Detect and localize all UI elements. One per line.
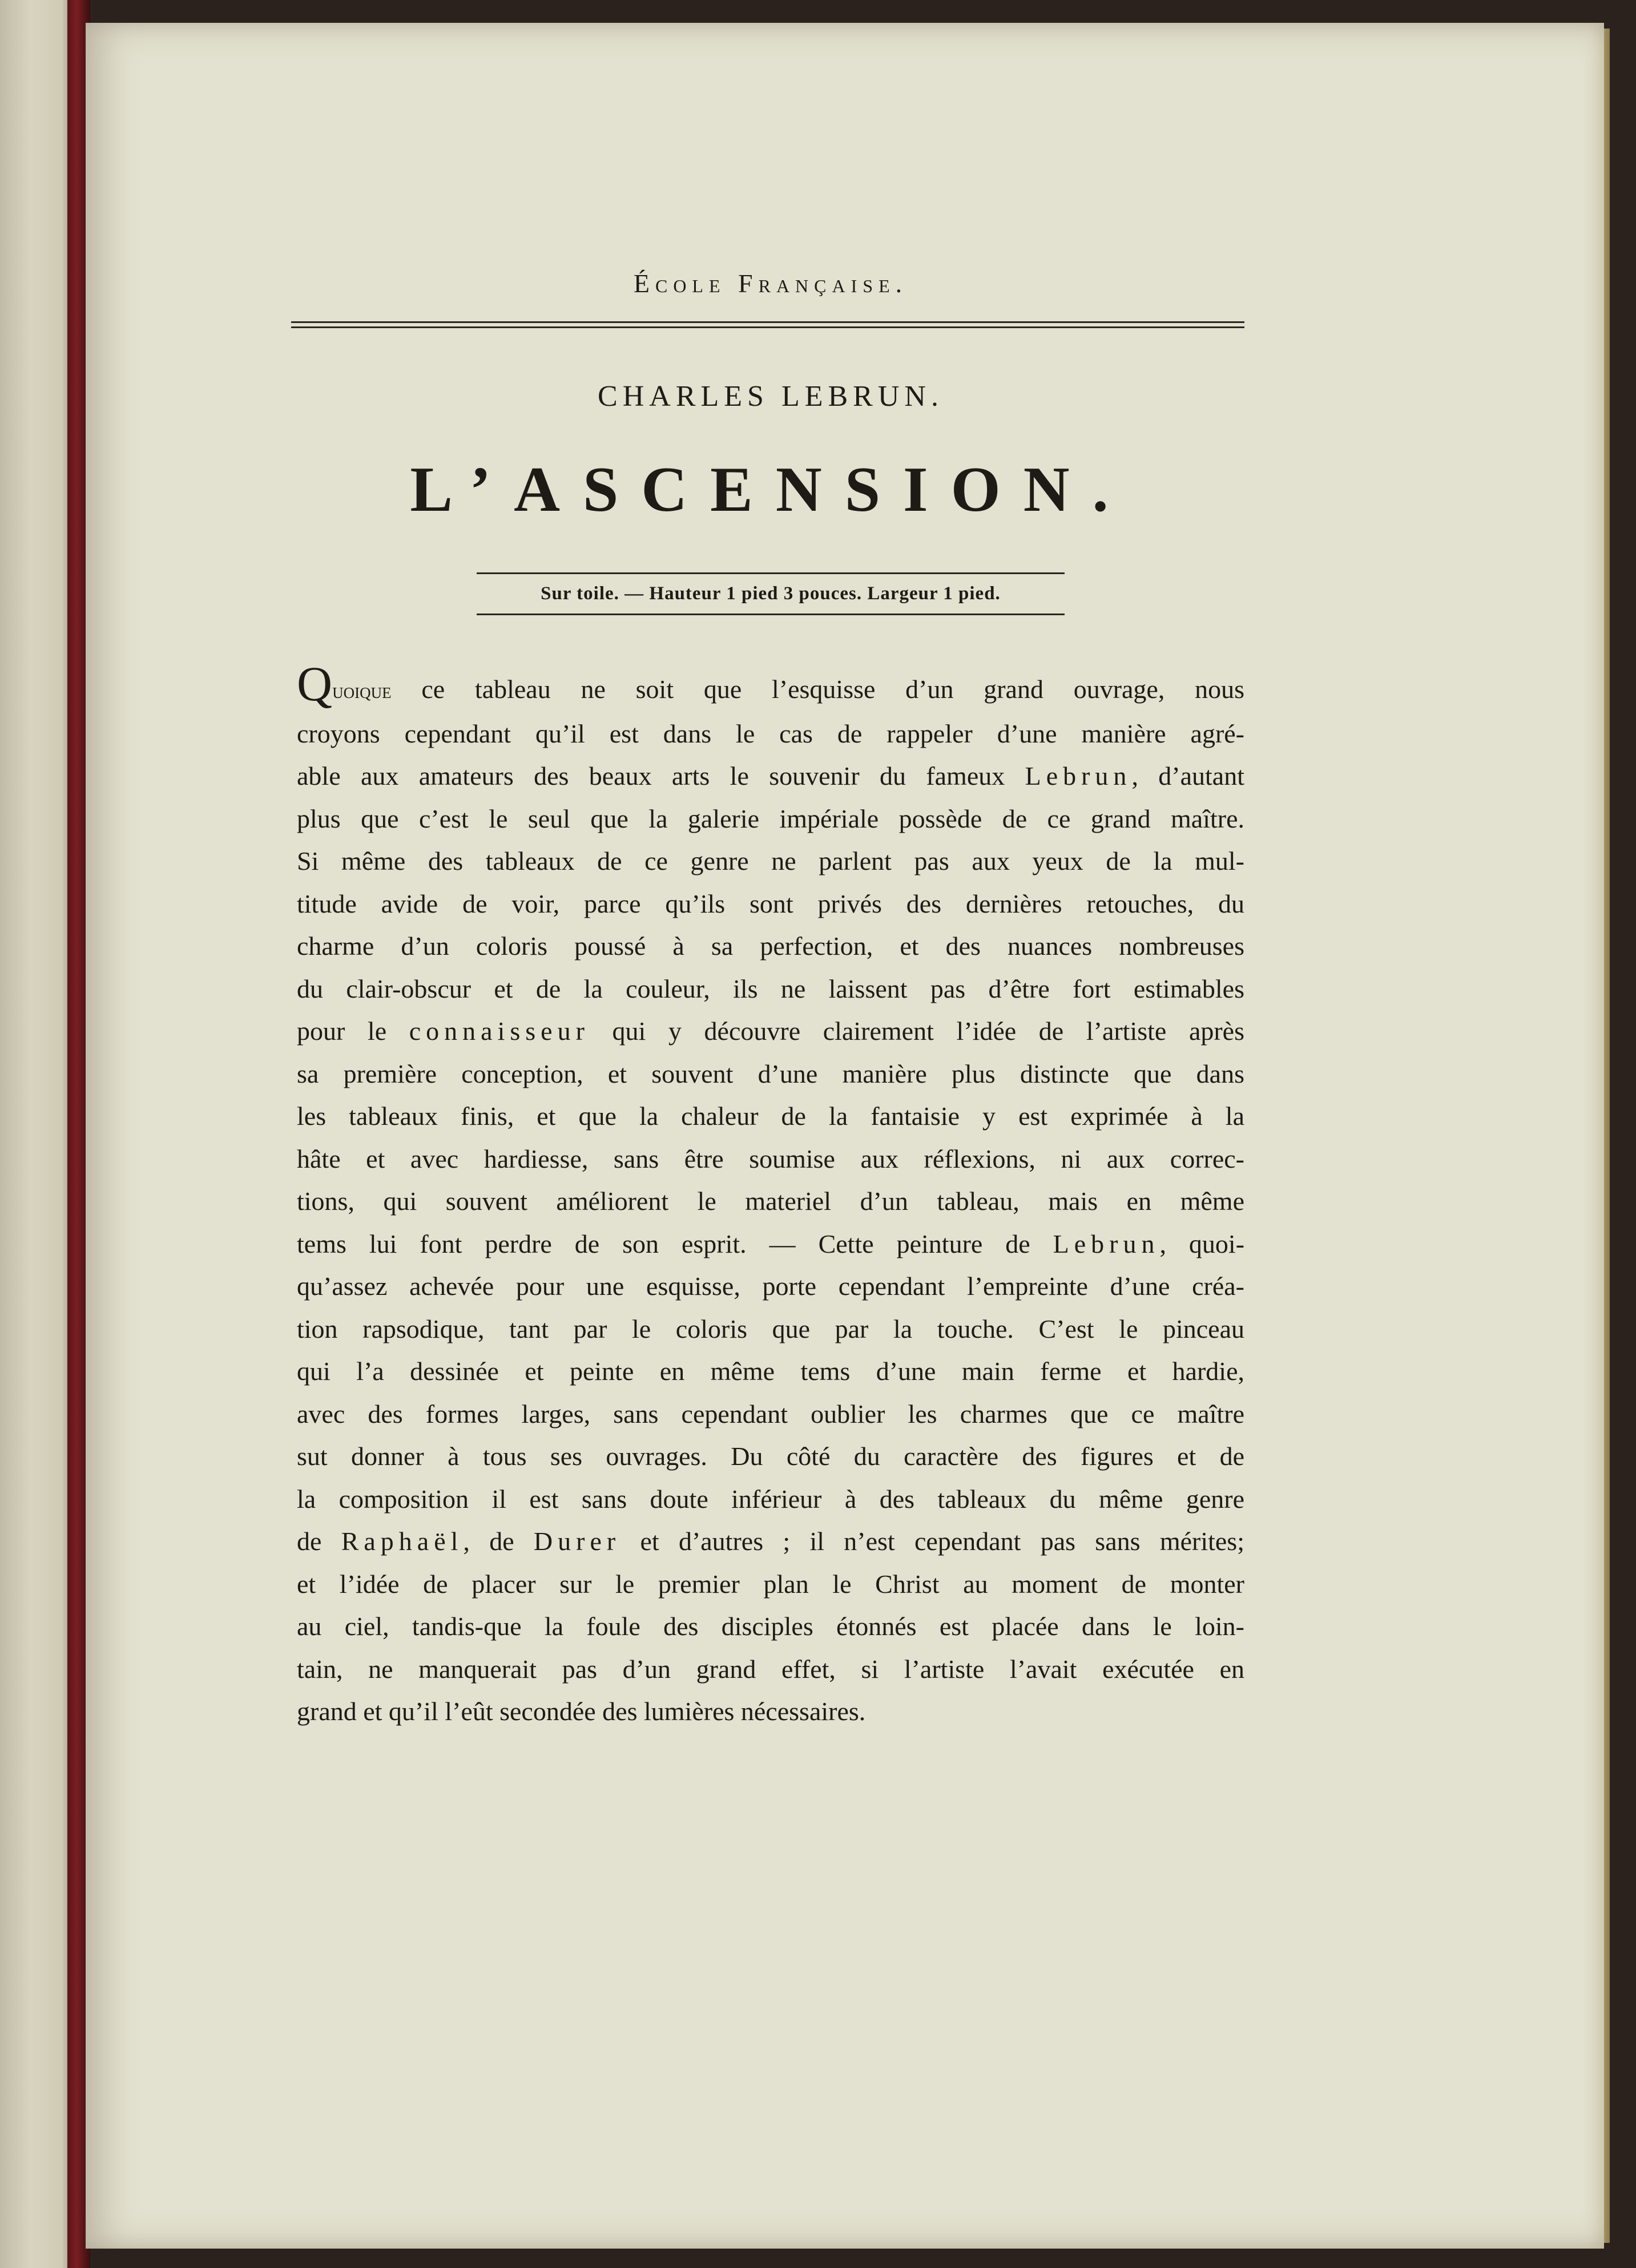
painting-title: L’ASCENSION. (410, 454, 1131, 525)
school-heading: École Française. (633, 269, 908, 298)
text-line: au ciel, tandis-que la foule des disciples étonnés est placée dans le loin- (297, 1612, 1244, 1641)
text-line: du clair-obscur et de la couleur, ils ne laissent pas d’être fort estimables (297, 974, 1244, 1003)
previous-page-edge (0, 0, 77, 2268)
line-text: et d’autres ; il n’est cependant pas sans mérites; (620, 1527, 1244, 1556)
text-line: charme d’un coloris poussé à sa perfection, et des nuances nombreuses (297, 931, 1244, 961)
text-line: plus que c’est le seul que la galerie impériale possède de ce grand maître. (297, 804, 1244, 833)
text-line: croyons cependant qu’il est dans le cas de rappeler d’une manière agré- (297, 719, 1244, 748)
line-text: qui y découvre clairement l’idée de l’artiste après (589, 1016, 1245, 1046)
text-line: la composition il est sans doute inférieur à des tableaux du même genre (297, 1484, 1244, 1514)
line-text: ce tableau ne soit que l’esquisse d’un grand ouvrage, nous (391, 675, 1244, 704)
text-line (297, 1010, 1244, 1053)
text-line: et l’idée de placer sur le premier plan le Christ au moment de monter (297, 1569, 1244, 1599)
line-text: , quoi- (1159, 1229, 1245, 1258)
text-line: qu’assez achevée pour une esquisse, porte cependant l’empreinte d’une créa- (297, 1272, 1244, 1301)
text-line (297, 755, 1244, 798)
text-line: sa première conception, et souvent d’une manière plus distincte que dans (297, 1059, 1244, 1088)
text-line: hâte et avec hardiesse, sans être soumise aux réflexions, ni aux correc- (297, 1144, 1244, 1173)
dimensions-line: Sur toile. — Hauteur 1 pied 3 pouces. Largeur 1 pied. (477, 572, 1065, 615)
text-line: les tableaux finis, et que la chaleur de la fantaisie y est exprimée à la (297, 1101, 1244, 1131)
page-content (297, 268, 1244, 1733)
text-line (297, 1520, 1244, 1563)
text-line: qui l’a dessinée et peinte en même tems d’une main ferme et hardie, (297, 1357, 1244, 1386)
line-text: , d’autant (1131, 761, 1244, 790)
name-lebrun: Lebrun (1025, 761, 1132, 790)
text-line: tions, qui souvent améliorent le materiel d’un tableau, mais en même (297, 1187, 1244, 1216)
line-text: able aux amateurs des beaux arts le souvenir du fameux (297, 761, 1005, 790)
name-raphael: Raphaël (341, 1527, 464, 1556)
line-text: tems lui font perdre de son esprit. — Cette peinture de (297, 1229, 1030, 1258)
text-line: Si même des tableaux de ce genre ne parlent pas aux yeux de la mul- (297, 846, 1244, 875)
name-durer: Durer (533, 1527, 621, 1556)
line-text: , de (463, 1527, 514, 1556)
word-connaisseur: connaisseur (409, 1016, 590, 1046)
text-line (297, 1223, 1244, 1266)
line-text: pour le (297, 1016, 387, 1046)
text-line (297, 656, 1244, 713)
text-line: tain, ne manquerait pas d’un grand effet, si l’artiste l’avait exécutée en (297, 1654, 1244, 1684)
name-lebrun: Lebrun (1053, 1229, 1160, 1258)
body-paragraph (297, 656, 1245, 1733)
drop-cap: Q (297, 656, 333, 711)
text-line: titude avide de voir, parce qu’ils sont privés des dernières retouches, du (297, 889, 1244, 918)
text-line: sut donner à tous ses ouvrages. Du côté du caractère des figures et de (297, 1442, 1244, 1471)
line-text: de (297, 1527, 322, 1556)
painter-name: CHARLES LEBRUN. (598, 380, 944, 413)
double-rule (291, 321, 1244, 328)
first-word-rest: uoique (332, 679, 392, 703)
text-line: grand et qu’il l’eût secondée des lumières nécessaires. (297, 1697, 866, 1726)
text-line: tion rapsodique, tant par le coloris que par la touche. C’est le pinceau (297, 1314, 1244, 1343)
text-line: avec des formes larges, sans cependant oublier les charmes que ce maître (297, 1399, 1244, 1428)
